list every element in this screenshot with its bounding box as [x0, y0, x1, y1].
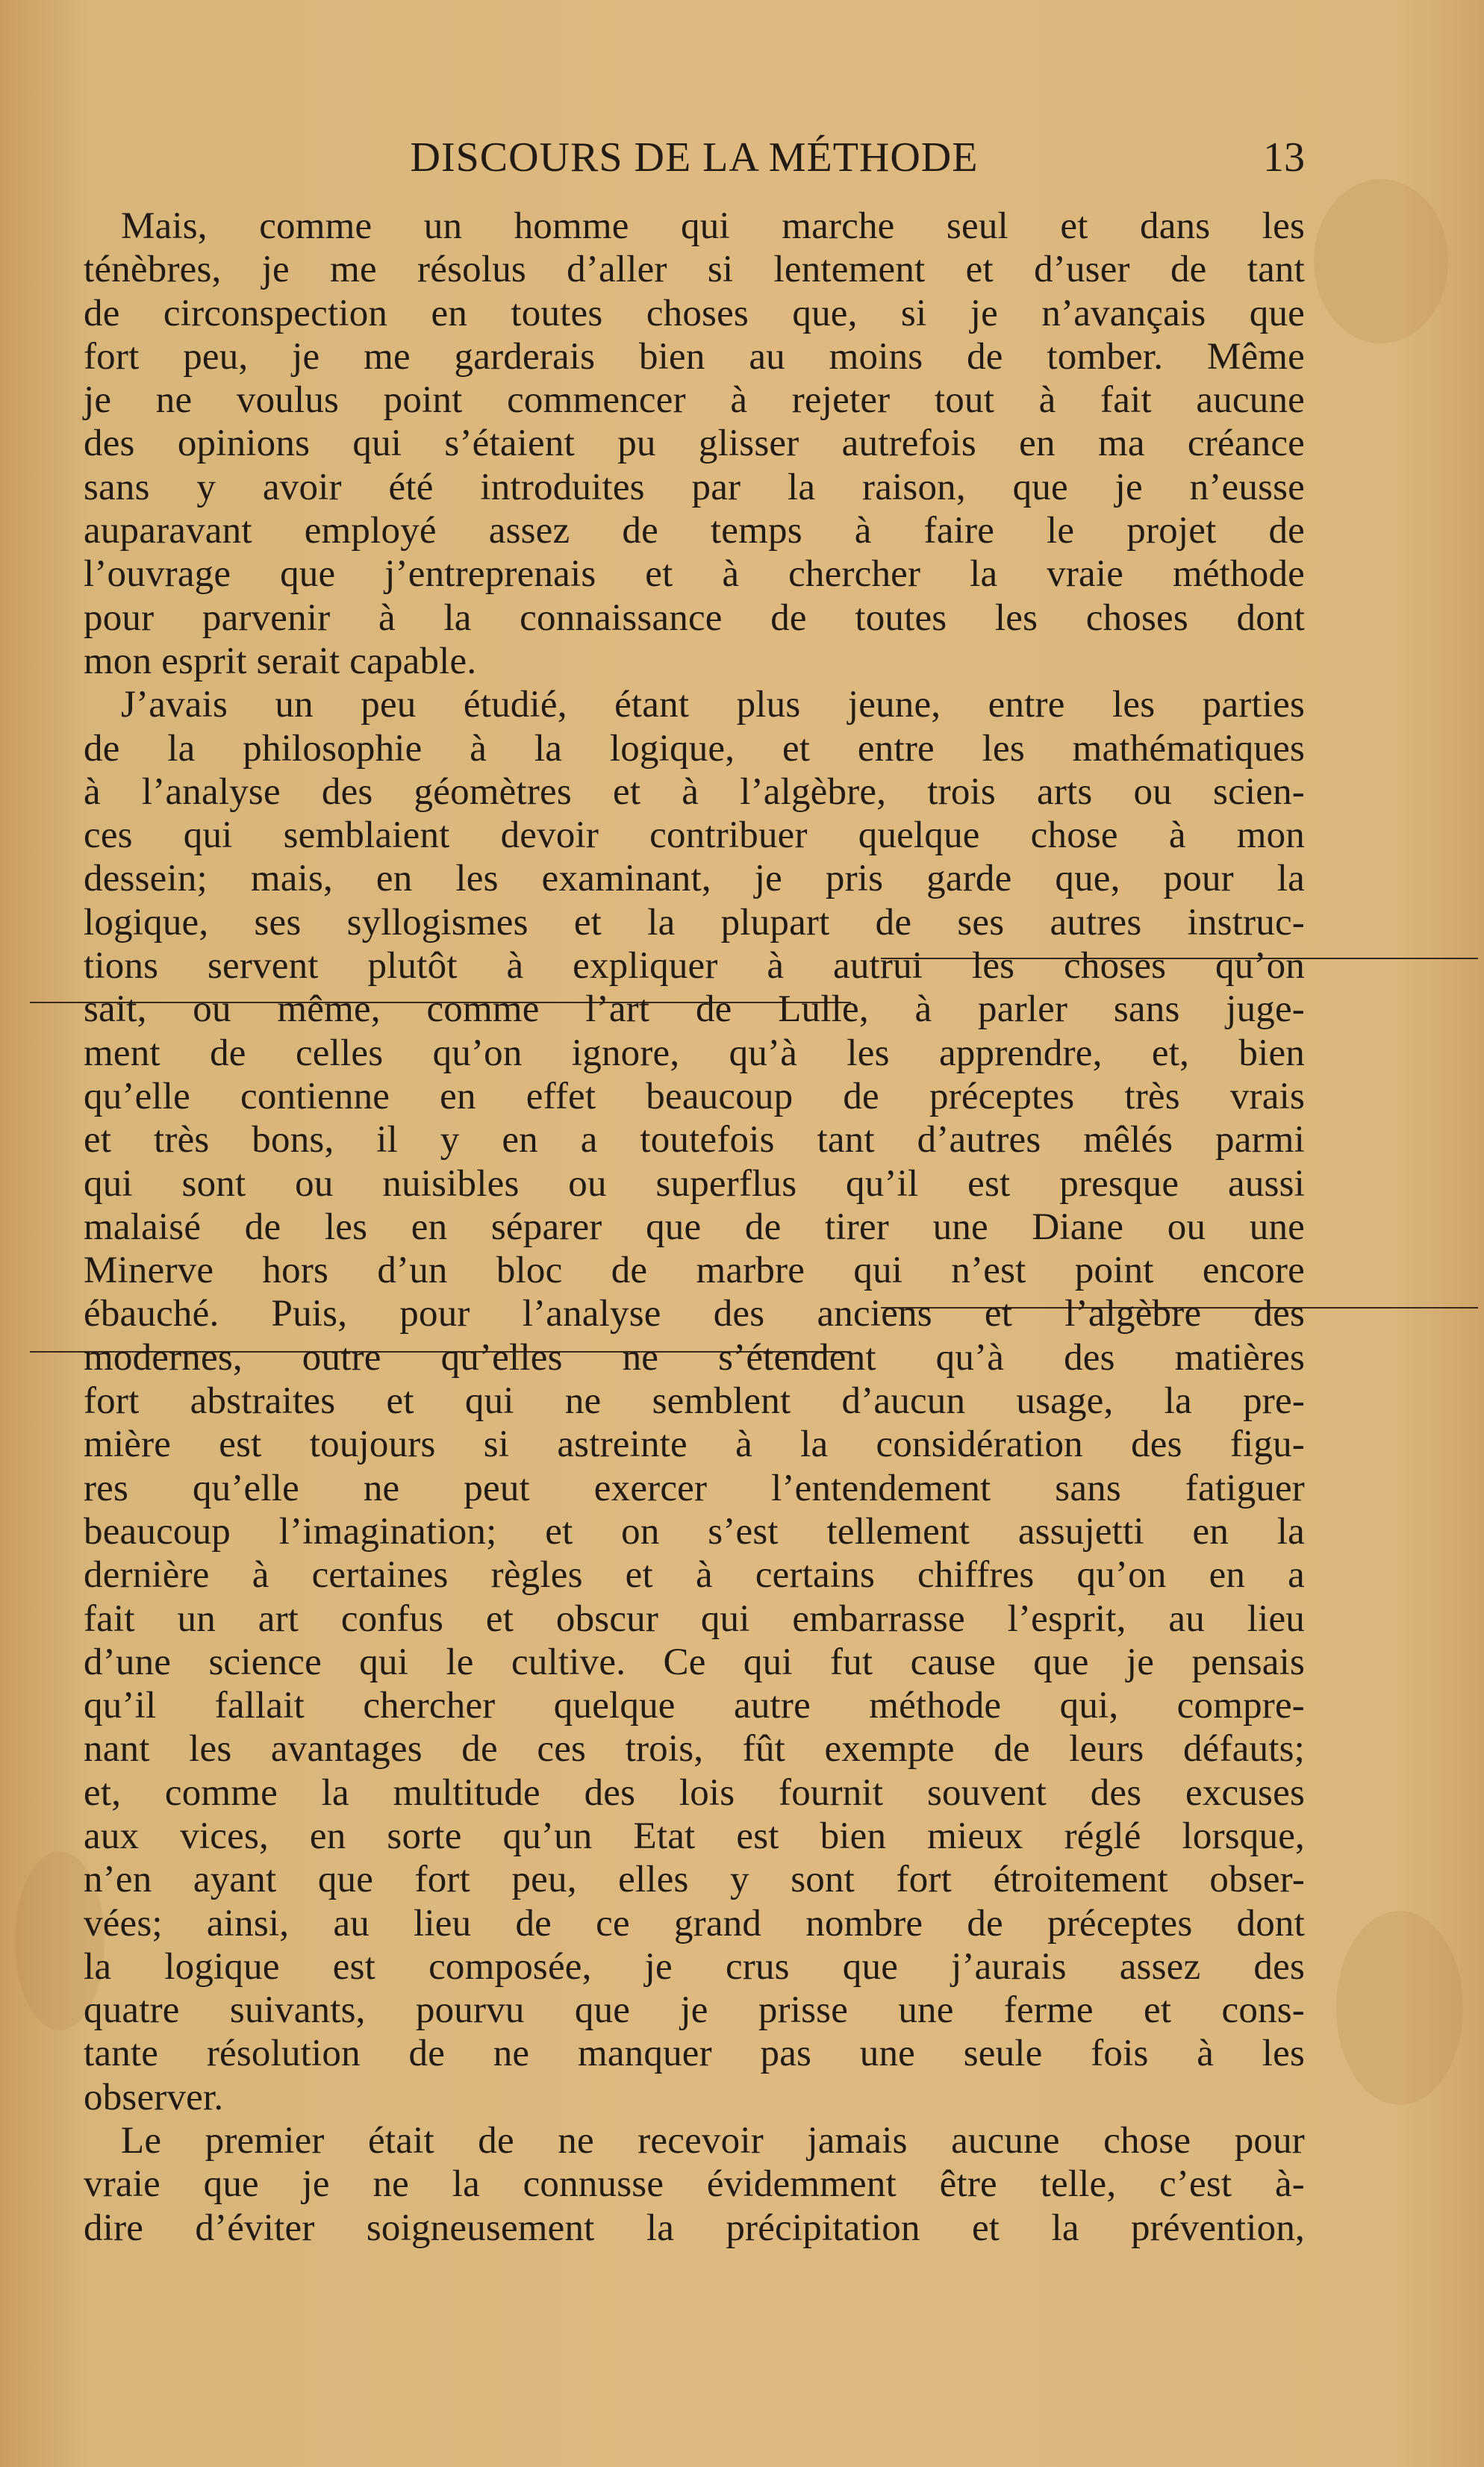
text-line: ténèbres, je me résolus d’aller si lentement et d’user de tant: [84, 249, 1305, 291]
text-line: Minerve hors d’un bloc de marbre qui n’est point encore: [84, 1250, 1305, 1292]
text-line: ces qui semblaient devoir contribuer quelque chose à mon: [84, 814, 1305, 857]
text-line: de la philosophie à la logique, et entre les mathématiques: [84, 727, 1305, 770]
text-line: dernière à certaines règles et à certains chiffres qu’on en a: [84, 1554, 1305, 1597]
body-text: [84, 205, 1305, 2250]
text-line: sans y avoir été introduites par la raison, que je n’eusse: [84, 466, 1305, 508]
running-head: [84, 131, 1305, 184]
text-line: vées; ainsi, au lieu de ce grand nombre de préceptes dont: [84, 1902, 1305, 1944]
text-line: à l’analyse des géomètres et à l’algèbre, trois arts ou scien-: [84, 770, 1305, 813]
text-line: Mais, comme un homme qui marche seul et dans les: [121, 205, 1305, 247]
text-line: n’en ayant que fort peu, elles y sont fort étroitement obser-: [84, 1859, 1305, 1901]
page-number: 13: [1263, 134, 1305, 181]
paper-stain: [1336, 1911, 1463, 2105]
text-line: fort peu, je me garderais bien au moins de tomber. Même: [84, 335, 1305, 378]
text-line: quatre suivants, pourvu que je prisse une ferme et cons-: [84, 1989, 1305, 2032]
text-line: ment de celles qu’on ignore, qu’à les apprendre, et, bien: [84, 1032, 1305, 1074]
text-line: auparavant employé assez de temps à faire le projet de: [84, 510, 1305, 552]
text-line: pour parvenir à la connaissance de toutes les choses dont: [84, 596, 1305, 639]
text-line: l’ouvrage que j’entreprenais et à chercher la vraie méthode: [84, 553, 1305, 596]
text-line: dessein; mais, en les examinant, je pris garde que, pour la: [84, 858, 1305, 900]
text-line: je ne voulus point commencer à rejeter tout à fait aucune: [84, 379, 1305, 422]
text-line: vraie que je ne la connusse évidemment être telle, c’est à-: [84, 2163, 1305, 2206]
text-line: fort abstraites et qui ne semblent d’aucun usage, la pre-: [84, 1380, 1305, 1423]
text-line: tions servent plutôt à expliquer à autrui les choses qu’on: [84, 945, 1305, 988]
text-line: observer.: [84, 2076, 224, 2118]
text-line: Le premier était de ne recevoir jamais aucune chose pour: [121, 2120, 1305, 2162]
text-line: de circonspection en toutes choses que, si je n’avançais que: [84, 292, 1305, 334]
text-line: malaisé de les en séparer que de tirer une Diane ou une: [84, 1206, 1305, 1248]
text-line: modernes, outre qu’elles ne s’étendent qu’à des matières: [84, 1336, 1305, 1379]
text-line: res qu’elle ne peut exercer l’entendement sans fatiguer: [84, 1467, 1305, 1509]
text-line: des opinions qui s’étaient pu glisser autrefois en ma créance: [84, 422, 1305, 465]
text-line: nant les avantages de ces trois, fût exempte de leurs défauts;: [84, 1728, 1305, 1771]
text-line: fait un art confus et obscur qui embarrasse l’esprit, au lieu: [84, 1597, 1305, 1640]
text-line: qui sont ou nuisibles ou superflus qu’il est presque aussi: [84, 1162, 1305, 1205]
running-title: DISCOURS DE LA MÉTHODE: [410, 134, 979, 181]
text-line: qu’il fallait chercher quelque autre méthode qui, compre-: [84, 1685, 1305, 1727]
paper-stain: [1314, 179, 1448, 343]
text-line: dire d’éviter soigneusement la précipitation et la prévention,: [84, 2206, 1305, 2249]
text-line: et, comme la multitude des lois fournit souvent des excuses: [84, 1771, 1305, 1814]
text-line: aux vices, en sorte qu’un Etat est bien mieux réglé lorsque,: [84, 1815, 1305, 1857]
text-line: mon esprit serait capable.: [84, 640, 477, 682]
text-line: et très bons, il y en a toutefois tant d’autres mêlés parmi: [84, 1119, 1305, 1161]
text-line: beaucoup l’imagination; et on s’est tellement assujetti en la: [84, 1510, 1305, 1553]
text-line: sait, ou même, comme l’art de Lulle, à parler sans juge-: [84, 988, 1305, 1031]
text-line: ébauché. Puis, pour l’analyse des anciens et l’algèbre des: [84, 1293, 1305, 1335]
text-line: d’une science qui le cultive. Ce qui fut cause que je pensais: [84, 1641, 1305, 1683]
text-line: qu’elle contienne en effet beaucoup de préceptes très vrais: [84, 1075, 1305, 1117]
text-line: mière est toujours si astreinte à la considération des figu-: [84, 1423, 1305, 1466]
text-line: J’avais un peu étudié, étant plus jeune, entre les parties: [121, 684, 1305, 726]
text-line: tante résolution de ne manquer pas une seule fois à les: [84, 2033, 1305, 2075]
text-line: logique, ses syllogismes et la plupart de ses autres instruc-: [84, 901, 1305, 944]
text-line: la logique est composée, je crus que j’aurais assez des: [84, 1945, 1305, 1988]
